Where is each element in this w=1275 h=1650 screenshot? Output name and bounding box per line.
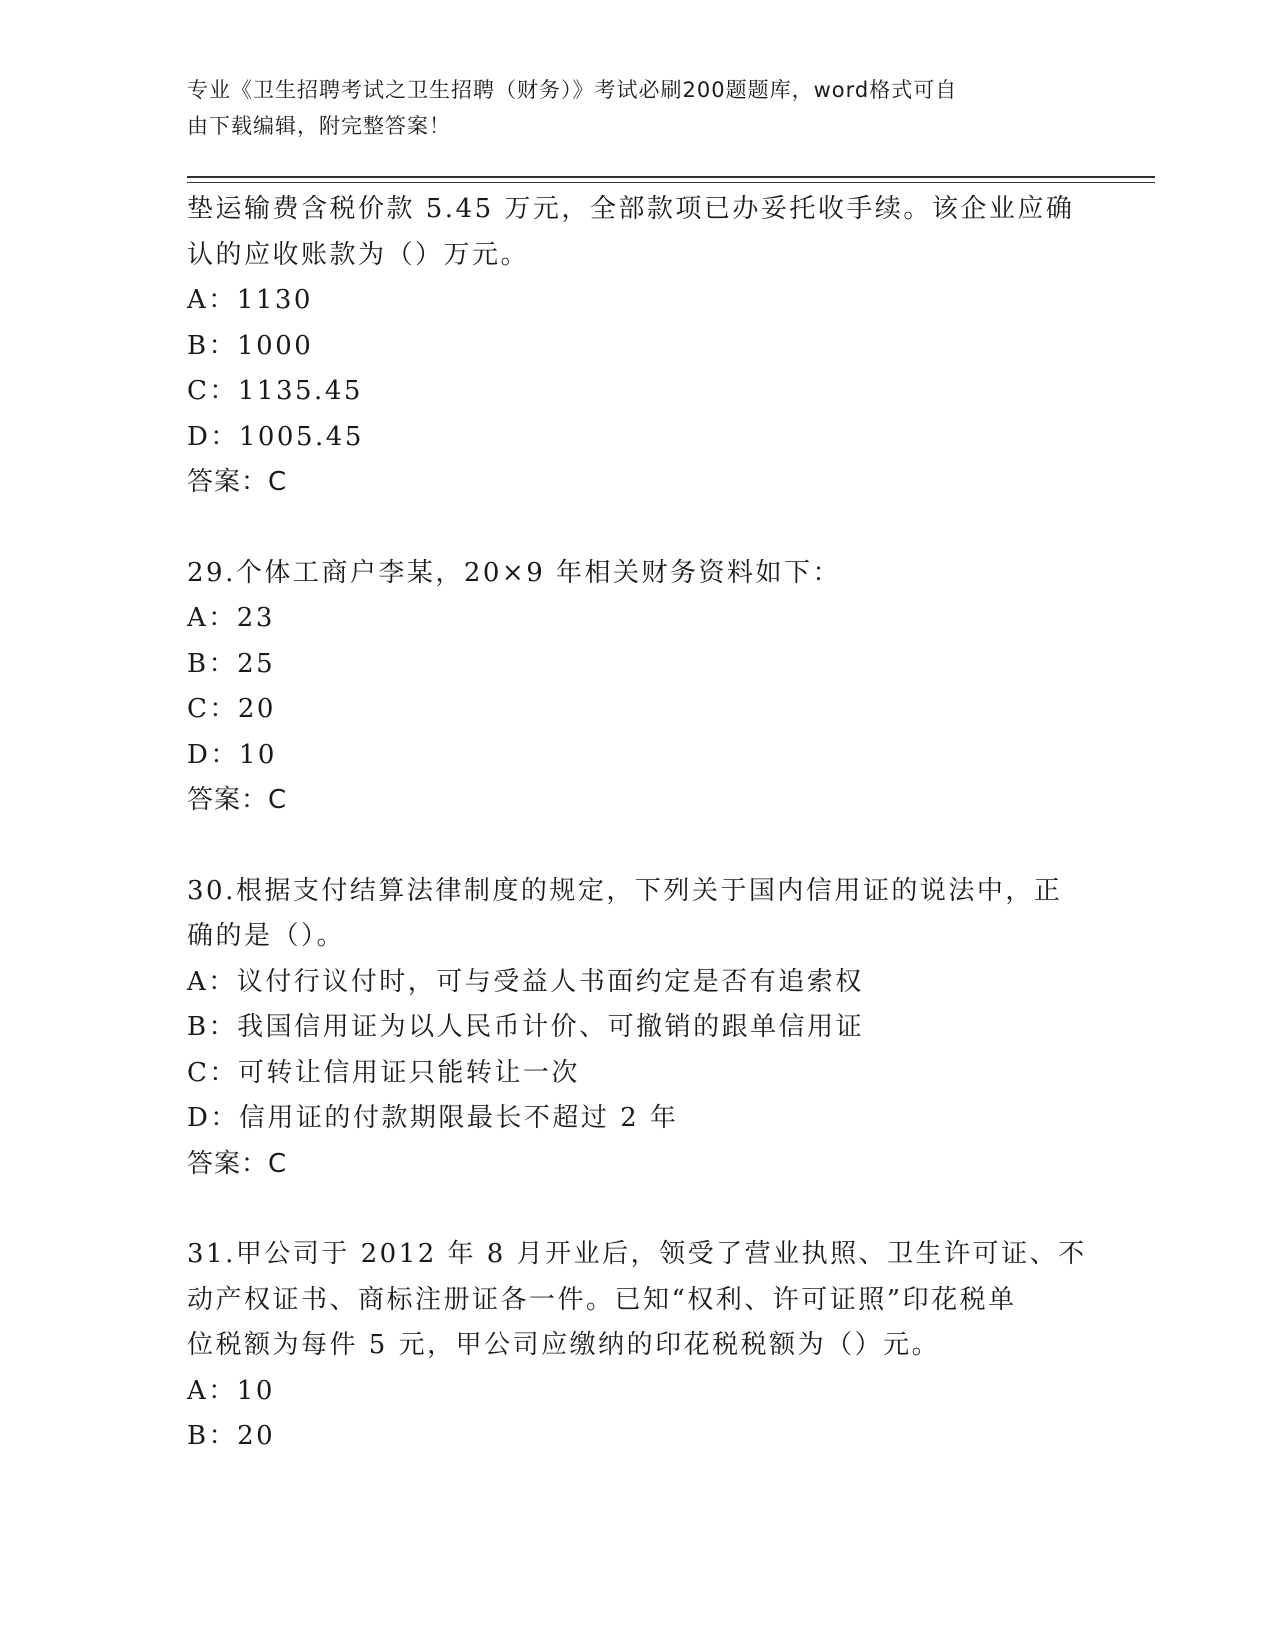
question-text-line: 动产权证书、商标注册证各一件。已知“权利、许可证照”印花税单 bbox=[187, 1284, 1017, 1315]
question-text-line: 垫运输费含税价款 5.45 万元，全部款项已办妥托收手续。该企业应确 bbox=[187, 194, 1075, 224]
question-29 bbox=[187, 551, 1077, 824]
option-a: A：23 bbox=[187, 603, 275, 633]
option-b: B：我国信用证为以人民币计价、可撤销的跟单信用证 bbox=[187, 1012, 865, 1042]
option-c: C：1135.45 bbox=[187, 376, 363, 406]
question-list bbox=[187, 187, 1087, 1460]
option-c: C：20 bbox=[187, 694, 276, 724]
header-divider-thick bbox=[187, 176, 1155, 178]
header-line-1: 专业《卫生招聘考试之卫生招聘（财务）》考试必刷200题题库，word格式可自 bbox=[187, 78, 958, 102]
answer-line: 答案：C bbox=[187, 467, 288, 497]
question-text-line: 认的应收账款为（）万元。 bbox=[187, 239, 530, 270]
header-divider-thin bbox=[187, 182, 1155, 183]
spacer bbox=[187, 506, 1077, 551]
question-text-line: 29.个体工商户李某，20×9 年相关财务资料如下： bbox=[187, 557, 842, 588]
spacer bbox=[187, 1187, 1077, 1232]
header-line-2: 由下载编辑，附完整答案！ bbox=[187, 114, 451, 138]
option-d: D：1005.45 bbox=[187, 421, 364, 452]
question-text-line: 30.根据支付结算法律制度的规定，下列关于国内信用证的说法中，正 bbox=[187, 875, 1063, 906]
option-d: D：10 bbox=[187, 739, 277, 770]
question-30 bbox=[187, 869, 1077, 1188]
question-text-line: 31.甲公司于 2012 年 8 月开业后，领受了营业执照、卫生许可证、不 bbox=[187, 1239, 1087, 1269]
option-b: B：1000 bbox=[187, 330, 314, 361]
question-text-line: 位税额为每件 5 元，甲公司应缴纳的印花税税额为（）元。 bbox=[187, 1330, 941, 1360]
option-a: A：1130 bbox=[187, 285, 313, 315]
option-a: A：议付行议付时，可与受益人书面约定是否有追索权 bbox=[187, 966, 864, 997]
document-header bbox=[187, 72, 1067, 144]
spacer bbox=[187, 824, 1077, 869]
option-b: B：25 bbox=[187, 648, 276, 679]
option-b: B：20 bbox=[187, 1421, 276, 1451]
question-text-line: 确的是（）。 bbox=[187, 921, 346, 951]
option-c: C：可转让信用证只能转让一次 bbox=[187, 1057, 580, 1088]
answer-line: 答案：C bbox=[187, 1148, 288, 1179]
answer-line: 答案：C bbox=[187, 785, 288, 815]
option-a: A：10 bbox=[187, 1375, 275, 1406]
question-28 bbox=[187, 187, 1077, 506]
option-d: D：信用证的付款期限最长不超过 2 年 bbox=[187, 1103, 679, 1133]
question-31 bbox=[187, 1232, 1087, 1460]
